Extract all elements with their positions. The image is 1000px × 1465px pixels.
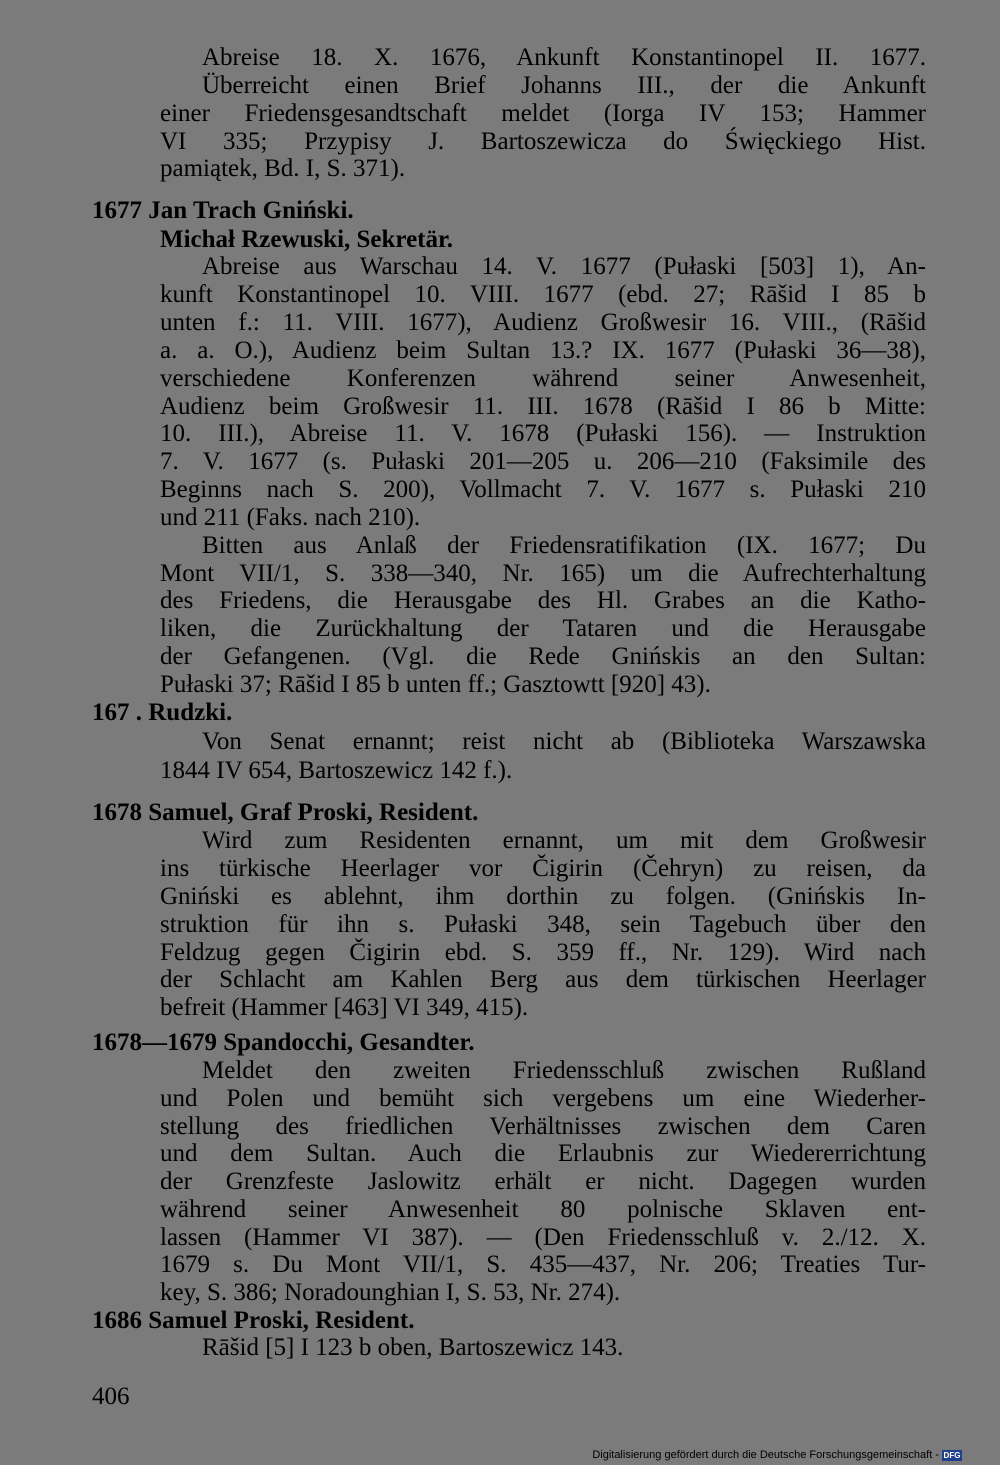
entry-heading: 167 . Rudzki.	[92, 699, 233, 726]
entry-subheading: Michał Rzewuski, Sekretär.	[160, 226, 454, 253]
dfg-logo-icon: DFG	[943, 1450, 961, 1460]
text-line: 10. III.), Abreise 11. V. 1678 (Pułaski 156). — Instruktion	[160, 420, 926, 447]
text-line: der Gefangenen. (Vgl. die Rede Gnińskis an den Sultan:	[160, 643, 926, 670]
text-line: a. a. O.), Audienz beim Sultan 13.? IX. 1677 (Pułaski 36—38),	[160, 337, 926, 364]
text-line: Wird zum Residenten ernannt, um mit dem Großwesir	[202, 827, 926, 854]
text-line: des Friedens, die Herausgabe des Hl. Grabes an die Katho-	[160, 587, 926, 614]
text-line: befreit (Hammer [463] VI 349, 415).	[160, 994, 529, 1021]
text-line: kunft Konstantinopel 10. VIII. 1677 (ebd. 27; Rāšid I 85 b	[160, 281, 926, 308]
text-line: Beginns nach S. 200), Vollmacht 7. V. 1677 s. Pułaski 210	[160, 476, 926, 503]
text-line: Feldzug gegen Čigirin ebd. S. 359 ff., Nr. 129). Wird nach	[160, 939, 926, 966]
footer	[592, 1449, 962, 1461]
text-line: lassen (Hammer VI 387). — (Den Friedensschluß v. 2./12. X.	[160, 1224, 926, 1251]
text-line: Gniński es ablehnt, ihm dorthin zu folgen. (Gnińskis In-	[160, 883, 926, 910]
text-line: VI 335; Przypisy J. Bartoszewicza do Święckiego Hist.	[160, 128, 926, 155]
page-number: 406	[92, 1383, 130, 1410]
text-line: Mont VII/1, S. 338—340, Nr. 165) um die Aufrechterhaltung	[160, 560, 926, 587]
text-line: Pułaski 37; Rāšid I 85 b unten ff.; Gasztowtt [920] 43).	[160, 671, 711, 698]
text-line: und Polen und bemüht sich vergebens um eine Wiederher-	[160, 1085, 926, 1112]
text-line: der Grenzfeste Jaslowitz erhält er nicht. Dagegen wurden	[160, 1168, 926, 1195]
text-line: key, S. 386; Noradounghian I, S. 53, Nr. 274).	[160, 1279, 621, 1306]
text-line: ins türkische Heerlager vor Čigirin (Čehryn) zu reisen, da	[160, 855, 926, 882]
footer-text: Digitalisierung gefördert durch die Deutsche Forschungsgemeinschaft -	[592, 1449, 939, 1461]
text-line: struktion für ihn s. Pułaski 348, sein Tagebuch über den	[160, 911, 926, 938]
entry-heading: 1678—1679 Spandocchi, Gesandter.	[92, 1029, 475, 1056]
text-line: 7. V. 1677 (s. Pułaski 201—205 u. 206—210 (Faksimile des	[160, 448, 926, 475]
text-line: Abreise aus Warschau 14. V. 1677 (Pułaski [503] 1), An-	[202, 253, 926, 280]
text-line: pamiątek, Bd. I, S. 371).	[160, 155, 406, 182]
text-line: Bitten aus Anlaß der Friedensratifikation (IX. 1677; Du	[202, 532, 926, 559]
text-line: liken, die Zurückhaltung der Tataren und die Herausgabe	[160, 615, 926, 642]
text-line: verschiedene Konferenzen während seiner Anwesenheit,	[160, 365, 926, 392]
text-line: und 211 (Faks. nach 210).	[160, 504, 421, 531]
text-line: 1679 s. Du Mont VII/1, S. 435—437, Nr. 206; Treaties Tur-	[160, 1251, 926, 1278]
entry-heading: 1686 Samuel Proski, Resident.	[92, 1307, 415, 1334]
text-line: der Schlacht am Kahlen Berg aus dem türkischen Heerlager	[160, 966, 926, 993]
text-line: Meldet den zweiten Friedensschluß zwischen Rußland	[202, 1057, 926, 1084]
entry-heading: 1677 Jan Trach Gniński.	[92, 197, 354, 224]
text-line: unten f.: 11. VIII. 1677), Audienz Großwesir 16. VIII., (Rāšid	[160, 309, 926, 336]
text-line: Von Senat ernannt; reist nicht ab (Biblioteka Warszawska	[202, 728, 926, 755]
entry-heading: 1678 Samuel, Graf Proski, Resident.	[92, 799, 479, 826]
text-line: während seiner Anwesenheit 80 polnische Sklaven ent-	[160, 1196, 926, 1223]
text-line: und dem Sultan. Auch die Erlaubnis zur Wiedererrichtung	[160, 1140, 926, 1167]
text-line: Überreicht einen Brief Johanns III., der die Ankunft	[202, 72, 926, 99]
text-line: Abreise 18. X. 1676, Ankunft Konstantinopel II. 1677.	[202, 44, 926, 71]
text-line: Audienz beim Großwesir 11. III. 1678 (Rāšid I 86 b Mitte:	[160, 393, 926, 420]
text-line: stellung des friedlichen Verhältnisses zwischen dem Caren	[160, 1113, 926, 1140]
text-line: 1844 IV 654, Bartoszewicz 142 f.).	[160, 757, 513, 784]
text-line: einer Friedensgesandtschaft meldet (Iorga IV 153; Hammer	[160, 100, 926, 127]
text-line: Rāšid [5] I 123 b oben, Bartoszewicz 143.	[202, 1334, 624, 1361]
